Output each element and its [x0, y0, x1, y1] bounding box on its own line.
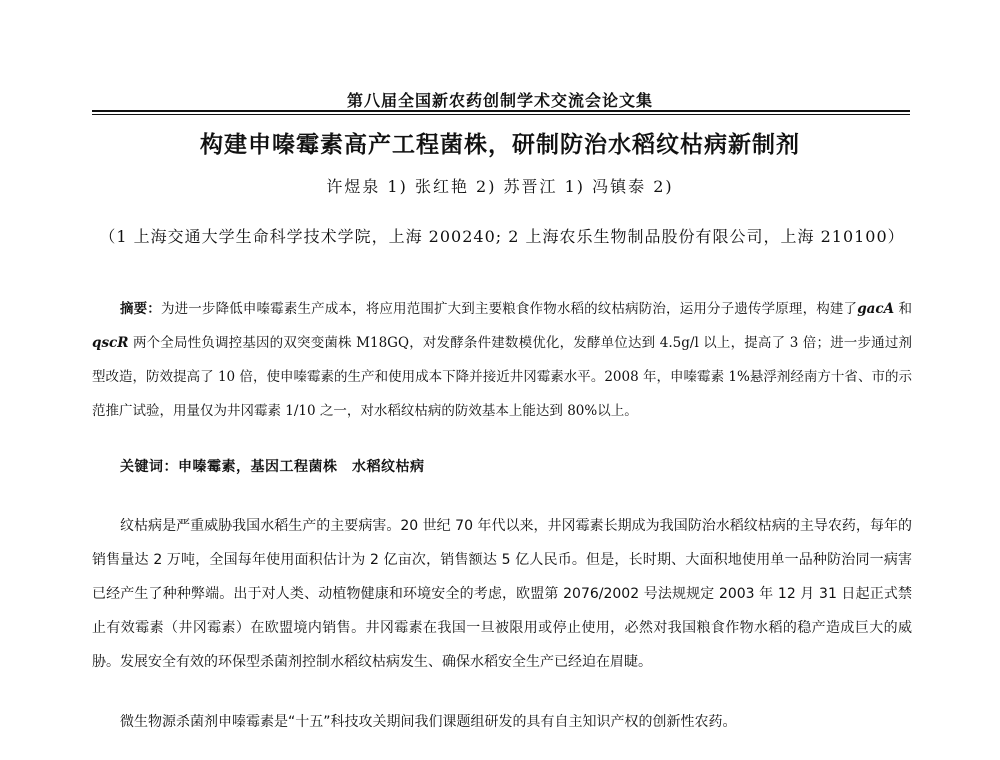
- keywords: 关键词：申嗪霉素，基因工程菌株 水稻纹枯病: [120, 459, 425, 475]
- author-list: 许煜泉 1) 张红艳 2) 苏晋江 1) 冯镇泰 2): [326, 177, 674, 196]
- abstract-text-c: 两个全局性负调控基因的双突变菌株 M18GQ，对发酵条件建数模优化，发酵单位达到 4.5g/l 以上，提高了 3 倍；进一步通过剂型改造，防效提高了 10 倍，使申嗪霉素的生产和使用成本下降并接近井冈霉素水平。2008 年，申嗪霉素 1%悬浮剂经南方十省、市的示范推广试验，用量仅为井冈霉素 1/10 之一，对水稻纹枯病的防效基本上能达到 80%以上。: [92, 335, 912, 419]
- paper-title: 构建申嗪霉素高产工程菌株，研制防治水稻纹枯病新制剂: [200, 132, 800, 158]
- gene-gacA: gacA: [857, 301, 895, 317]
- body-paragraph: [92, 705, 912, 739]
- gene-qscR: qscR: [92, 335, 129, 351]
- abstract: [92, 292, 912, 428]
- running-header: 第八届全国新农药创制学术交流会论文集: [346, 91, 653, 110]
- abstract-text-a: 为进一步降低申嗪霉素生产成本，将应用范围扩大到主要粮食作物水稻的纹枯病防治，运用分子遗传学原理，构建了: [160, 301, 858, 317]
- header-rule-thin: [92, 114, 910, 115]
- header-rule-thick: [92, 110, 910, 112]
- body-paragraph-2-text: 微生物源杀菌剂申嗪霉素是“十五”科技攻关期间我们课题组研发的具有自主知识产权的创新性农药。: [120, 714, 737, 730]
- abstract-text-b: 和: [894, 301, 913, 317]
- body-paragraph: [92, 509, 912, 679]
- affiliation: （1 上海交通大学生命科学技术学院，上海 200240; 2 上海农乐生物制品股份有限公司，上海 210100）: [99, 227, 905, 246]
- body-paragraph-1-text: 纹枯病是严重威胁我国水稻生产的主要病害。20 世纪 70 年代以来，井冈霉素长期成为我国防治水稻纹枯病的主导农药，每年的销售量达 2 万吨，全国每年使用面积估计为 2 亿亩次，销售额达 5 亿人民币。但是，长时期、大面积地使用单一品种防治同一病害已经产生了种种弊端。出于对人类、动植物健康和环境安全的考虑，欧盟第 2076/2002 号法规规定 2003 年 12 月 31 日起正式禁止有效霉素（井冈霉素）在欧盟境内销售。井冈霉素在我国一旦被限用或停止使用，必然对我国粮食作物水稻的稳产造成巨大的威胁。发展安全有效的环保型杀菌剂控制水稻纹枯病发生、确保水稻安全生产已经迫在眉睫。: [92, 518, 912, 670]
- abstract-label: 摘要：: [120, 301, 161, 317]
